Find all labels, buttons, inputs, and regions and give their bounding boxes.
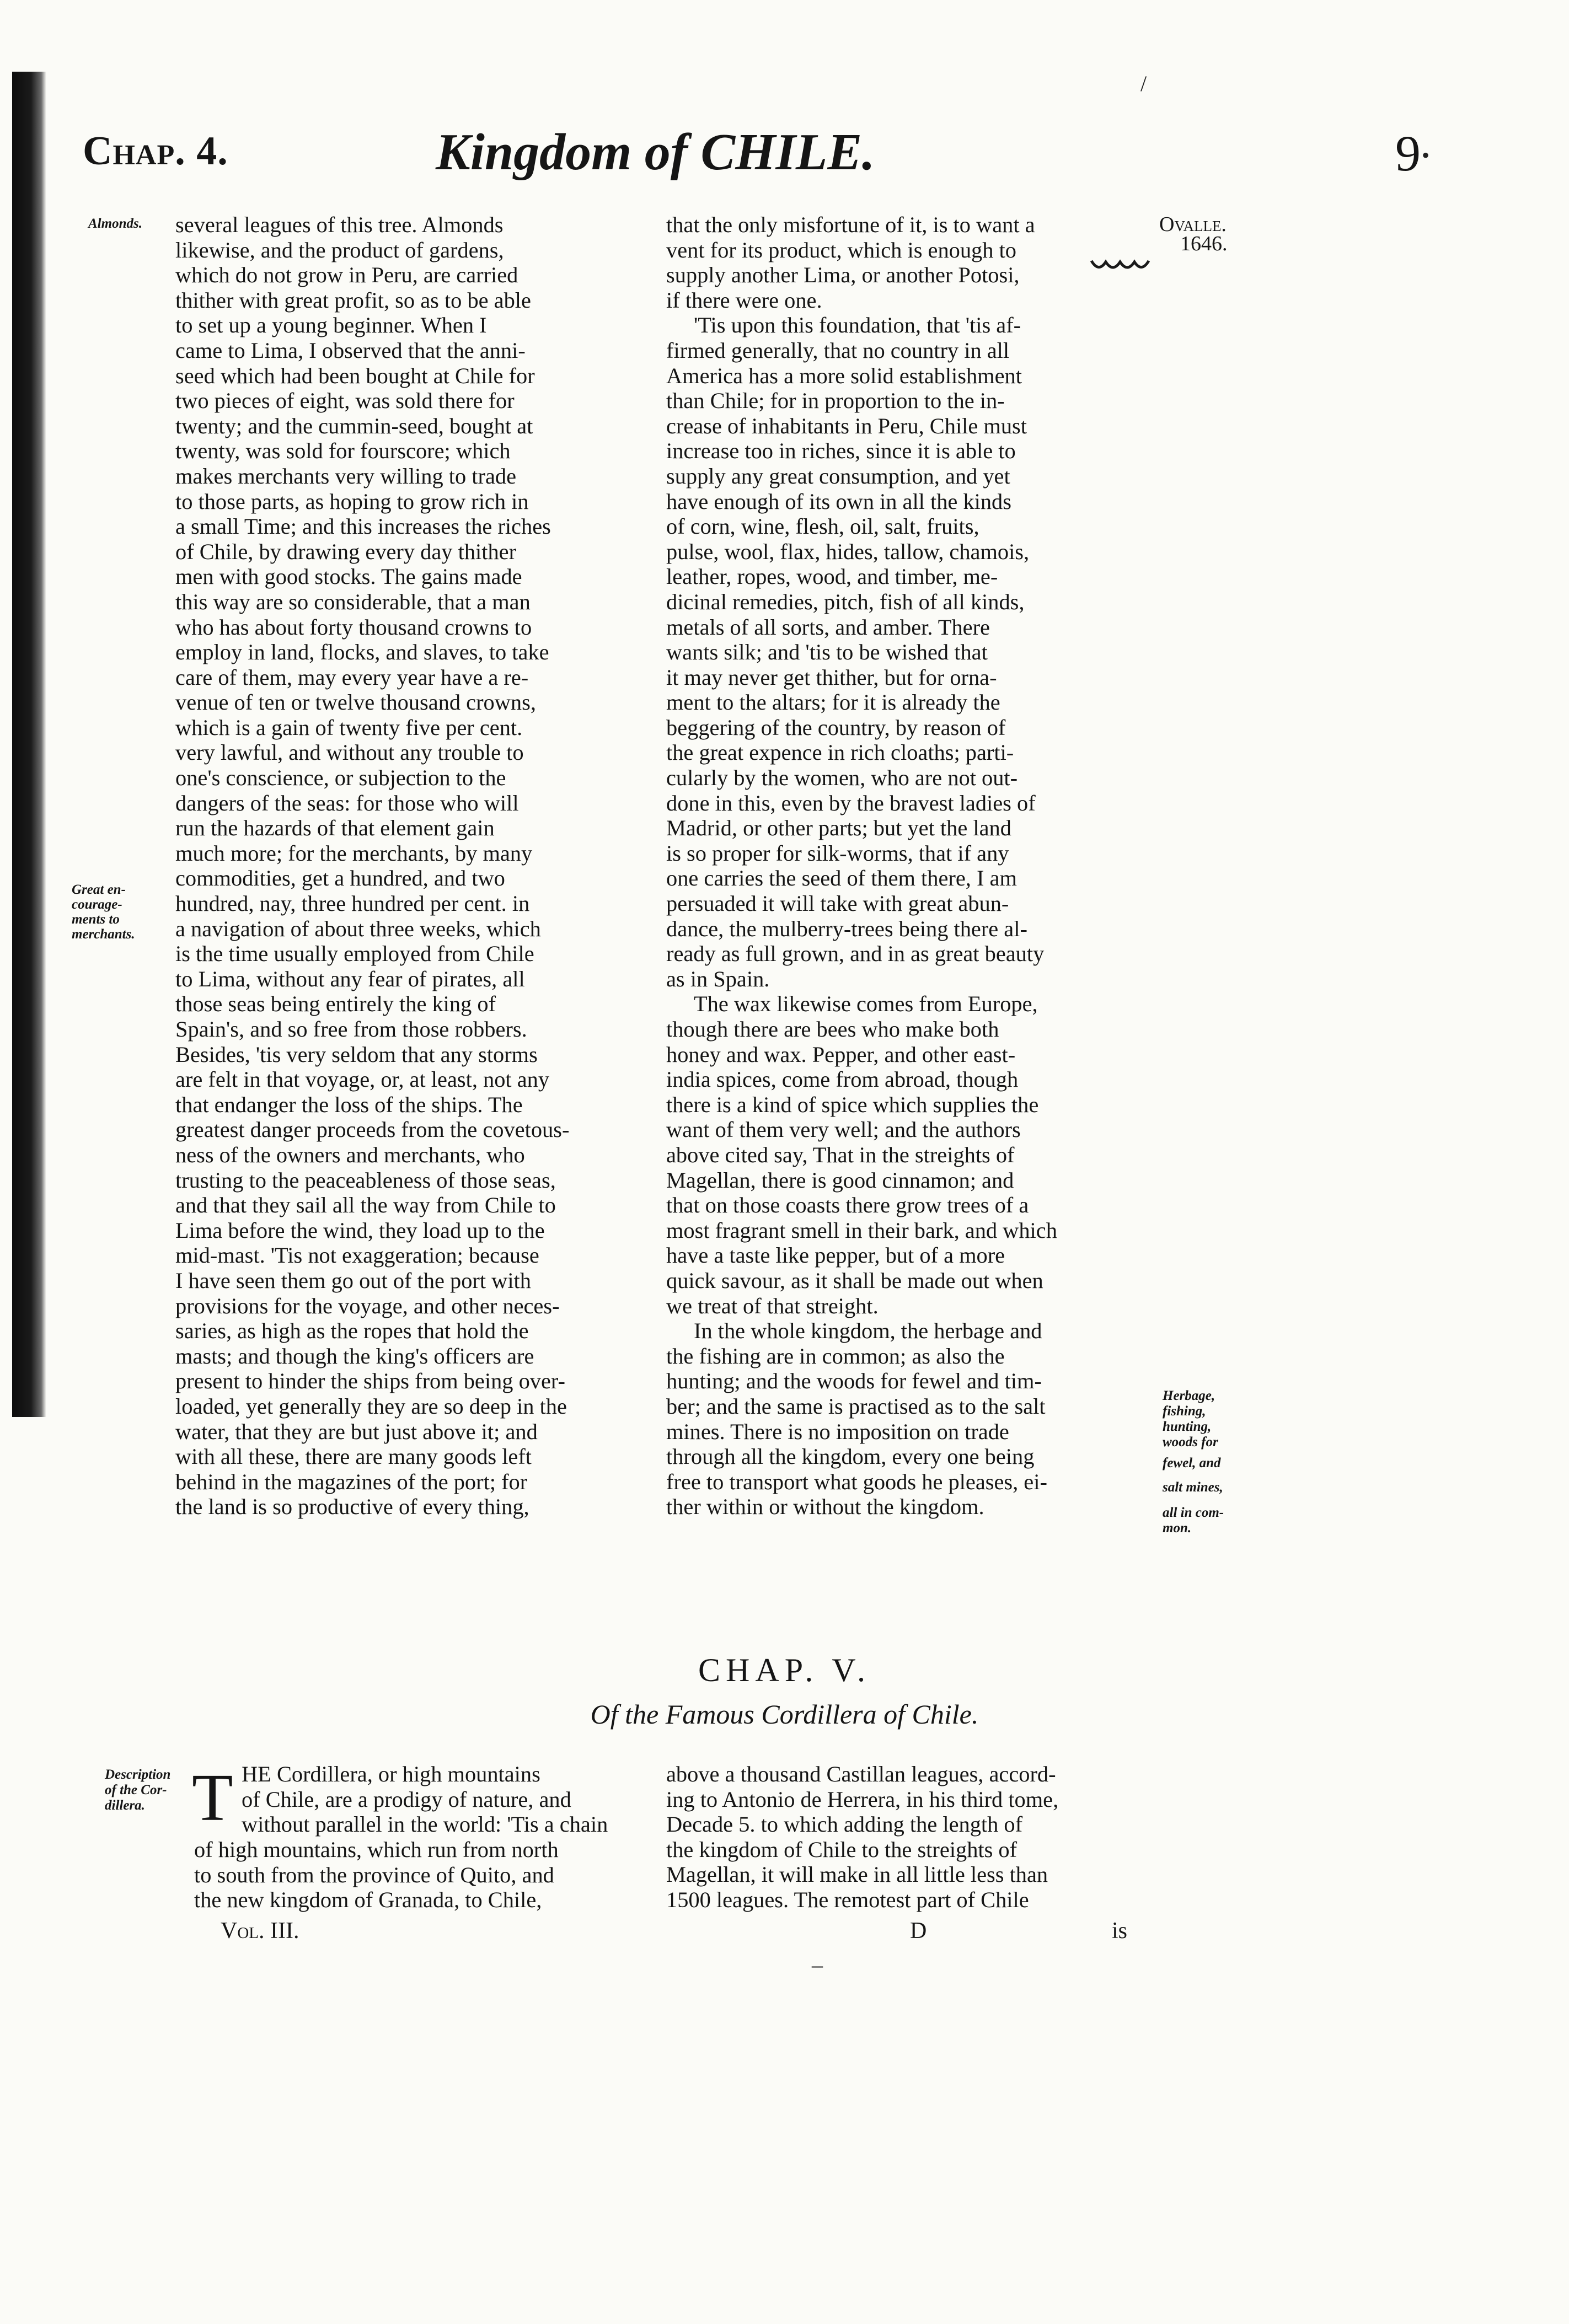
text-line: free to transport what goods he pleases, ei- [666,1469,1047,1494]
text-line: crease of inhabitants in Peru, Chile must [666,413,1027,438]
text-line: the kingdom of Chile to the streights of [666,1837,1018,1862]
text-line: saries, as high as the ropes that hold the [175,1318,529,1344]
column-left [175,212,650,1520]
text-line: persuaded it will take with great abun- [666,891,1009,916]
page-number: 9 [1395,125,1421,181]
bottom-column-left-a [242,1762,608,1837]
bottom-column-right [666,1762,1058,1913]
text-line: through all the kingdom, every one being [666,1444,1035,1469]
running-head-chapter: Chap. 4. [83,128,228,174]
text-line: that on those coasts there grow trees of a [666,1193,1029,1218]
text-line: we treat of that streight. [666,1293,879,1318]
text-line: seed which had been bought at Chile for [175,363,535,388]
text-line: 'Tis upon this foundation, that 'tis af- [694,313,1021,338]
text-line: Lima before the wind, they load up to the [175,1217,545,1243]
text-line: run the hazards of that element gain [175,815,495,841]
text-line: those seas being entirely the king of [175,991,496,1017]
margin-note-almonds: Almonds. [88,216,142,231]
text-line: have enough of its own in all the kinds [666,489,1011,514]
text-line: present to hinder the ships from being over- [175,1368,565,1394]
text-line: of high mountains, which run from north [194,1837,559,1862]
margin-note-description-2: of the Cor- [105,1783,167,1797]
margin-note-herbage-8: mon. [1163,1521,1192,1536]
text-line: without parallel in the world: 'Tis a chain [242,1812,608,1837]
text-line: care of them, may every year have a re- [175,664,529,690]
text-line: to set up a young beginner. When I [175,313,487,338]
margin-note-herbage-5: fewel, and [1163,1456,1221,1470]
text-line: twenty, was sold for fourscore; which [175,438,511,464]
text-line: beggering of the country, by reason of [666,715,1006,740]
text-line: ther within or without the kingdom. [666,1494,984,1520]
text-line: ing to Antonio de Herrera, in his third tome, [666,1786,1059,1812]
text-line: most fragrant smell in their bark, and which [666,1217,1057,1243]
text-line: of Chile, are a prodigy of nature, and [242,1786,571,1812]
text-line: with all these, there are many goods left [175,1444,532,1469]
text-line: quick savour, as it shall be made out when [666,1268,1043,1293]
text-line: Madrid, or other parts; but yet the land [666,815,1011,841]
text-line: that endanger the loss of the ships. The [175,1092,523,1117]
margin-note-herbage-3: hunting, [1163,1419,1212,1434]
drop-capital: T [192,1761,233,1835]
text-line: to Lima, without any fear of pirates, all [175,966,525,991]
text-line: of corn, wine, flesh, oil, salt, fruits, [666,514,979,539]
text-line: one's conscience, or subjection to the [175,765,506,791]
text-line: who has about forty thousand crowns to [175,614,532,640]
margin-note-encouragement-1: Great en- [72,882,126,897]
text-line: is the time usually employed from Chile [175,941,534,967]
signature-mark: D [910,1918,927,1944]
text-line: mid-mast. 'Tis not exaggeration; because [175,1243,539,1268]
volume-mark: Vol. III. [221,1918,299,1944]
text-line: hunting; and the woods for fewel and tim- [666,1368,1042,1394]
text-line: and that they sail all the way from Chile to [175,1193,556,1218]
margin-note-description-3: dillera. [105,1798,145,1813]
text-line: honey and wax. Pepper, and other east- [666,1042,1016,1067]
text-line: Magellan, there is good cinnamon; and [666,1167,1014,1193]
text-line: came to Lima, I observed that the anni- [175,337,526,363]
stray-mark: / [1140,71,1147,96]
margin-note-herbage-4: woods for [1163,1435,1218,1450]
text-line: greatest danger proceeds from the covetous- [175,1117,570,1142]
text-line: to those parts, as hoping to grow rich in [175,489,529,514]
text-line: several leagues of this tree. Almonds [175,212,504,237]
text-line: wants silk; and 'tis to be wished that [666,640,988,665]
margin-note-herbage-1: Herbage, [1163,1388,1215,1403]
text-line: one carries the seed of them there, I am [666,866,1017,891]
text-line: it may never get thither, but for orna- [666,664,997,690]
text-line: than Chile; for in proportion to the in- [666,388,1005,414]
margin-note-encouragement-4: merchants. [72,927,135,942]
text-line: the land is so productive of every thing, [175,1494,529,1520]
text-line: to south from the province of Quito, and [194,1862,554,1887]
text-line: very lawful, and without any trouble to [175,740,524,765]
text-line: provisions for the voyage, and other neces- [175,1293,560,1318]
text-line: dangers of the seas: for those who will [175,790,519,815]
text-line: have a taste like pepper, but of a more [666,1243,1005,1268]
text-line: increase too in riches, since it is able to [666,438,1016,464]
text-line: water, that they are but just above it; and [175,1419,538,1444]
text-line: which is a gain of twenty five per cent. [175,715,523,740]
margin-note-description-1: Description [105,1767,171,1782]
text-line: likewise, and the product of gardens, [175,237,504,262]
text-line: ready as full grown, and in as great beauty [666,941,1045,967]
text-line: want of them very well; and the authors [666,1117,1021,1142]
text-line: dicinal remedies, pitch, fish of all kinds, [666,589,1025,614]
text-line: are felt in that voyage, or, at least, not any [175,1067,550,1092]
text-line: commodities, get a hundred, and two [175,866,505,891]
text-line: Decade 5. to which adding the length of [666,1812,1023,1837]
text-line: two pieces of eight, was sold there for [175,388,515,414]
text-line: done in this, even by the bravest ladies of [666,790,1036,815]
text-line: this way are so considerable, that a man [175,589,531,614]
text-line: above a thousand Castillan leagues, accord- [666,1762,1056,1786]
text-line: which do not grow in Peru, are carried [175,262,518,288]
text-line: loaded, yet generally they are so deep in the [175,1393,567,1419]
text-line: hundred, nay, three hundred per cent. in [175,891,530,916]
text-line: vent for its product, which is enough to [666,237,1016,262]
text-line: that the only misfortune of it, is to want a [666,212,1035,237]
text-line: ber; and the same is practised as to the salt [666,1393,1046,1419]
text-line: The wax likewise comes from Europe, [694,991,1038,1017]
chapter-heading: CHAP. V. [698,1652,871,1688]
text-line: Spain's, and so free from those robbers. [175,1017,527,1042]
margin-author: Ovalle. [1159,213,1227,236]
text-line: pulse, wool, flax, hides, tallow, chamois, [666,539,1030,564]
text-line: twenty; and the cummin-seed, bought at [175,413,533,438]
text-line: as in Spain. [666,966,770,991]
text-line: is so proper for silk-worms, that if any [666,840,1009,866]
catchword: is [1112,1918,1128,1944]
text-line: leather, ropes, wood, and timber, me- [666,564,998,589]
text-line: supply another Lima, or another Potosi, [666,262,1020,288]
running-head-title: Kingdom of CHILE. [436,124,875,181]
text-line: ness of the owners and merchants, who [175,1142,525,1167]
text-line: cularly by the women, who are not out- [666,765,1018,791]
margin-year: 1646. [1180,232,1228,255]
text-line: HE Cordillera, or high mountains [242,1762,540,1786]
text-line: I have seen them go out of the port with [175,1268,531,1293]
text-line: venue of ten or twelve thousand crowns, [175,690,536,715]
text-line: mines. There is no imposition on trade [666,1419,1009,1444]
chapter-subtitle: Of the Famous Cordillera of Chile. [590,1699,979,1730]
text-line: thither with great profit, so as to be able [175,287,531,313]
text-line: india spices, come from abroad, though [666,1067,1019,1092]
stray-mark: • [1422,143,1430,168]
margin-note-encouragement-2: courage- [72,897,122,912]
column-right [666,212,1157,1520]
text-line: behind in the magazines of the port; for [175,1469,528,1494]
text-line: supply any great consumption, and yet [666,463,1010,489]
scan-edge-shadow [12,72,46,1417]
text-line: Besides, 'tis very seldom that any storms [175,1042,538,1067]
text-line: the fishing are in common; as also the [666,1343,1005,1368]
text-line: masts; and though the king's officers are [175,1343,534,1368]
text-line: if there were one. [666,287,822,313]
margin-note-herbage-6: salt mines, [1163,1480,1223,1495]
text-line: much more; for the merchants, by many [175,840,533,866]
text-line: trusting to the peaceableness of those seas, [175,1167,556,1193]
text-line: America has a more solid establishment [666,363,1022,388]
text-line: makes merchants very willing to trade [175,463,517,489]
text-line: there is a kind of spice which supplies the [666,1092,1039,1117]
text-line: above cited say, That in the streights of [666,1142,1015,1167]
text-line: ment to the altars; for it is already the [666,690,1000,715]
margin-note-encouragement-3: ments to [72,912,120,927]
margin-note-herbage-2: fishing, [1163,1404,1206,1419]
text-line: 1500 leagues. The remotest part of Chile [666,1887,1029,1912]
text-line: dance, the mulberry-trees being there al- [666,916,1027,941]
text-line: though there are bees who make both [666,1017,999,1042]
text-line: a small Time; and this increases the riches [175,514,551,539]
bottom-column-left-b [194,1837,559,1913]
text-line: men with good stocks. The gains made [175,564,522,589]
text-line: a navigation of about three weeks, which [175,916,541,941]
text-line: of Chile, by drawing every day thither [175,539,517,564]
text-line: the great expence in rich cloaths; parti- [666,740,1014,765]
text-line: Magellan, it will make in all little less than [666,1862,1048,1887]
text-line: the new kingdom of Granada, to Chile, [194,1887,542,1913]
text-line: metals of all sorts, and amber. There [666,614,990,640]
text-line: firmed generally, that no country in all [666,337,1010,363]
stray-mark: – [812,1952,823,1977]
text-line: employ in land, flocks, and slaves, to take [175,640,549,665]
text-line: In the whole kingdom, the herbage and [694,1318,1042,1344]
margin-note-herbage-7: all in com- [1163,1505,1224,1520]
